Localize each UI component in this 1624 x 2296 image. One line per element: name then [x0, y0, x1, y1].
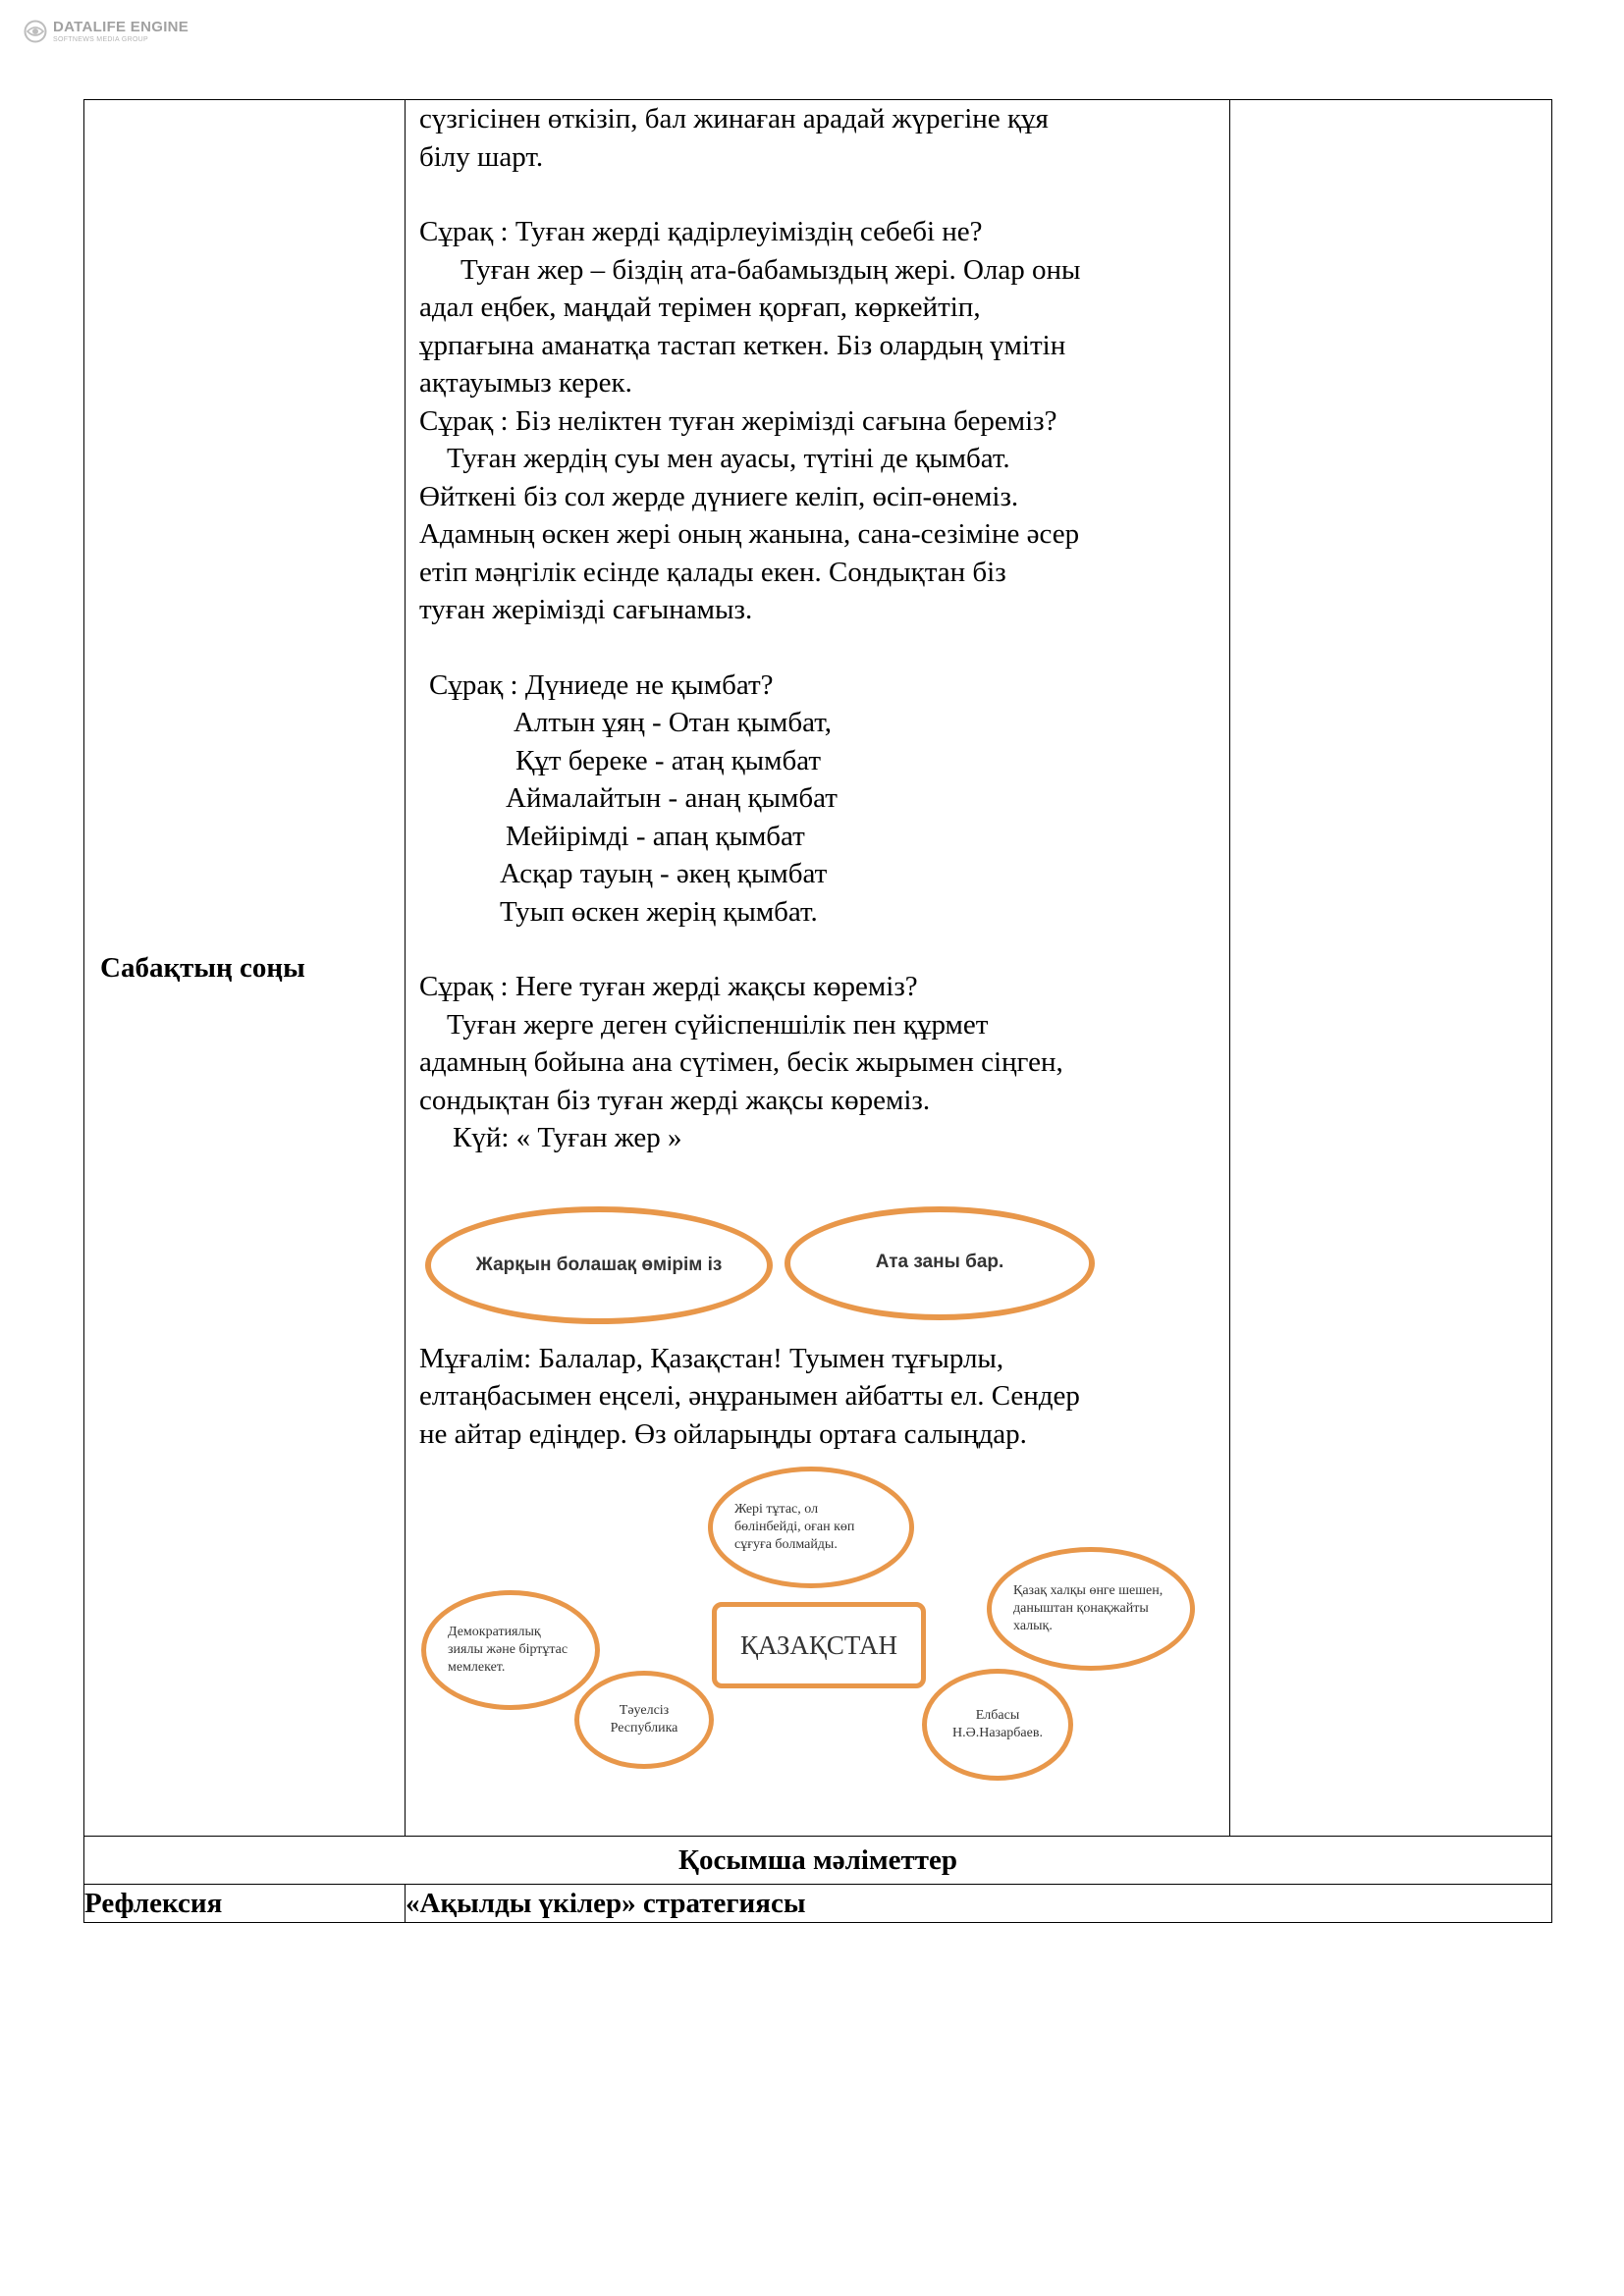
answer-2-line: Туған жердің суы мен ауасы, түтіні де қымбат.	[447, 443, 1010, 474]
watermark-title: DATALIFE ENGINE	[53, 19, 189, 35]
answer-1-line: адал еңбек, маңдай терімен қорғап, көркейтіп,	[419, 292, 981, 323]
oval-future: Жарқын болашақ өмірім із	[425, 1206, 773, 1324]
question-2: Сұрақ : Біз неліктен туған жерімізді сағына береміз?	[419, 404, 1057, 437]
lesson-content	[406, 100, 1229, 1836]
answer-2-line: етіп мәңгілік есінде қалады екен. Сондықтан біз	[419, 556, 1006, 588]
answer-2-line: туған жерімізді сағынамыз.	[419, 594, 753, 625]
poem-line: Мейірімді - апаң қымбат	[506, 820, 805, 852]
mindmap-node-left: Демократиялық зиялы және біртұтас мемлекет.	[421, 1590, 600, 1710]
reflection-label: Рефлексия	[84, 1885, 406, 1923]
lesson-plan-table	[83, 99, 1552, 1923]
watermark	[24, 20, 189, 43]
mindmap-node-top: Жері тұтас, ол бөлінбейді, оған көп сұғуға болмайды.	[708, 1467, 914, 1588]
answer-4-line: Туған жерге деген сүйіспеншілік пен құрмет	[447, 1008, 989, 1041]
teacher-line: не айтар едіңдер. Өз ойларыңды ортаға салыңдар.	[419, 1417, 1027, 1450]
answer-1-line: ұрпағына аманатқа тастап кеткен. Біз олардың үмітін	[419, 329, 1066, 361]
watermark-subtitle: SOFTNEWS MEDIA GROUP	[53, 36, 149, 43]
mindmap-node-bottom-left: Тәуелсіз Республика	[574, 1671, 714, 1769]
answer-2-line: Адамның өскен жері оның жанына, сана-сезіміне әсер	[419, 518, 1080, 550]
stage-cell	[84, 100, 406, 1837]
answer-4-line: сондықтан біз туған жерді жақсы көреміз.	[419, 1084, 931, 1116]
intro-line: білу шарт.	[419, 140, 544, 173]
answer-2-line: Өйткені біз сол жерде дүниеге келіп, өсіп-өнеміз.	[419, 480, 1019, 512]
mindmap-node-bottom-right: Елбасы Н.Ә.Назарбаев.	[922, 1669, 1073, 1781]
teacher-line: Мұғалім: Балалар, Қазақстан! Туымен тұғырлы,	[419, 1342, 1004, 1374]
mindmap-center: ҚАЗАҚСТАН	[712, 1602, 926, 1688]
oval-law: Ата заны бар.	[785, 1206, 1095, 1320]
answer-4-line: адамның бойына ана сүтімен, бесік жырымен сіңген,	[419, 1046, 1063, 1078]
poem-line: Туып өскен жерің қымбат.	[500, 895, 818, 928]
mindmap-node-right: Қазақ халқы өнге шешен, даныштан қонақжайты халық.	[987, 1547, 1195, 1671]
music-line: Күй: « Туған жер »	[453, 1122, 682, 1153]
content-cell	[406, 100, 1230, 1837]
notes-cell	[1230, 100, 1552, 1837]
teacher-line: елтаңбасымен еңселі, әнұранымен айбатты ел. Сендер	[419, 1380, 1080, 1412]
intro-line: сүзгісінен өткізіп, бал жинаған арадай жүрегіне құя	[419, 103, 1049, 134]
stage-label: Сабақтың соңы	[100, 951, 305, 984]
question-1: Сұрақ : Туған жерді қадірлеуіміздің себебі не?	[419, 216, 983, 247]
question-4: Сұрақ : Неге туған жерді жақсы көреміз?	[419, 971, 918, 1002]
lesson-end-row	[84, 100, 1552, 1837]
oval-diagram	[419, 1193, 1219, 1340]
reflection-value: «Ақылды үкілер» стратегиясы	[406, 1885, 1552, 1923]
reflection-row	[84, 1885, 1552, 1923]
poem	[419, 704, 1219, 931]
poem-line: Алтын ұяң - Отан қымбат,	[514, 707, 833, 738]
section-header-row	[84, 1837, 1552, 1885]
kazakhstan-mindmap	[419, 1463, 1219, 1796]
poem-line: Аймалайтын - анаң қымбат	[506, 782, 838, 814]
answer-1-line: Туған жер – біздің ата-бабамыздың жері. Олар оны	[460, 253, 1081, 286]
answer-1-line: ақтауымыз керек.	[419, 367, 632, 399]
poem-line: Асқар тауың - әкең қымбат	[500, 858, 828, 889]
poem-line: Құт береке - атаң қымбат	[515, 744, 822, 776]
question-3: Сұрақ : Дүниеде не қымбат?	[429, 668, 774, 701]
section-header: Қосымша мәліметтер	[84, 1837, 1552, 1885]
eye-logo-icon	[24, 20, 47, 43]
